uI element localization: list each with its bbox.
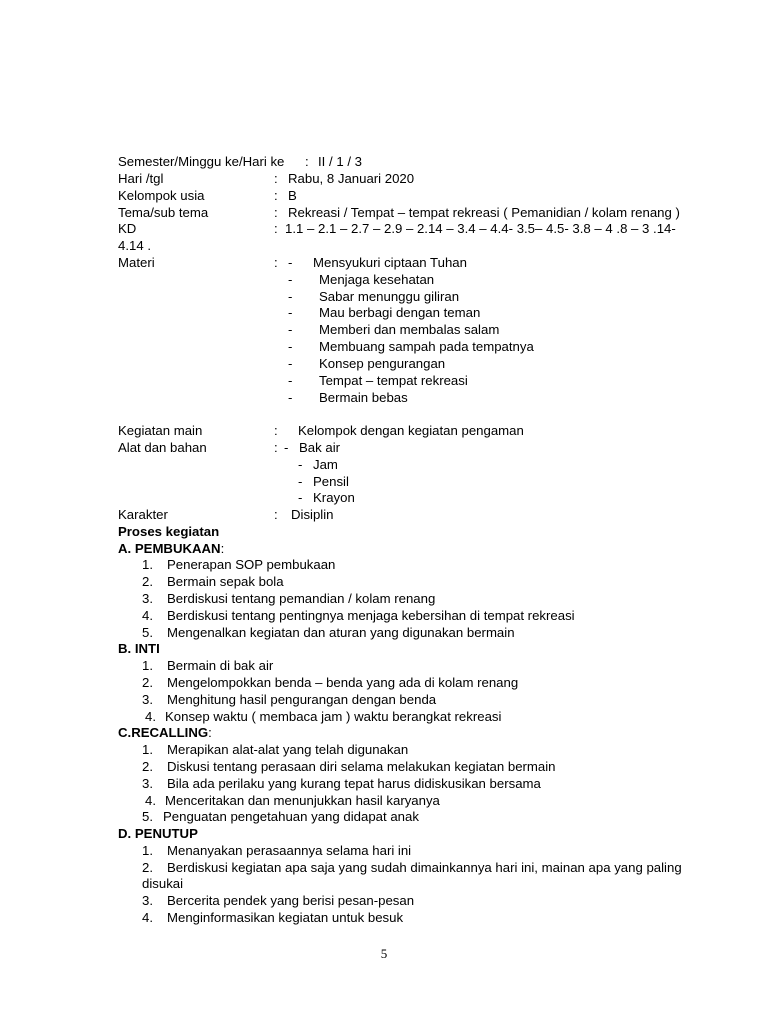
kelompok-label: Kelompok usia	[118, 188, 205, 203]
list-item: Sabar menunggu giliran	[319, 289, 460, 304]
section-title: B. INTI	[118, 641, 160, 656]
list-item: Mau berbagi dengan teman	[319, 305, 481, 320]
list-item: Menceritakan dan menunjukkan hasil karyanya	[165, 793, 440, 808]
alat-label: Alat dan bahan	[118, 440, 207, 455]
list-item-number: 2.	[142, 574, 153, 589]
list-item-dash: -	[298, 490, 303, 505]
kd-separator: :	[274, 221, 278, 236]
list-item-dash: -	[288, 272, 293, 287]
list-item: Tempat – tempat rekreasi	[319, 373, 468, 388]
kegiatan-main-separator: :	[274, 423, 278, 438]
list-item-dash: -	[288, 373, 293, 388]
list-item-number: 4.	[142, 608, 153, 623]
list-item: Bila ada perilaku yang kurang tepat harus didiskusikan bersama	[167, 776, 541, 791]
list-item-number: 1.	[142, 742, 153, 757]
hari-value: Rabu, 8 Januari 2020	[288, 171, 415, 186]
list-item-number: 4.	[145, 793, 156, 808]
list-item-number: 4.	[142, 910, 153, 925]
list-item: Mensyukuri ciptaan Tuhan	[313, 255, 467, 270]
list-item-number: 2.	[142, 759, 153, 774]
list-item: Krayon	[313, 490, 355, 505]
section-title: A. PEMBUKAAN:	[118, 541, 225, 556]
list-item-dash: -	[288, 390, 293, 405]
list-item: Membuang sampah pada tempatnya	[319, 339, 534, 354]
section-title: C.RECALLING:	[118, 725, 212, 740]
list-item-dash: -	[298, 474, 303, 489]
kd-value: 1.1 – 2.1 – 2.7 – 2.9 – 2.14 – 3.4 – 4.4- 3.5– 4.5- 3.8 – 4 .8 – 3 .14-	[285, 221, 676, 236]
list-item: Berdiskusi kegiatan apa saja yang sudah dimainkannya hari ini, mainan apa yang paling	[167, 860, 682, 875]
list-item: Bak air	[299, 440, 341, 455]
list-item: Menanyakan perasaannya selama hari ini	[167, 843, 412, 858]
tema-label: Tema/sub tema	[118, 205, 209, 220]
list-item-number: 3.	[142, 776, 153, 791]
list-item-dash: -	[288, 356, 293, 371]
section-title: D. PENUTUP	[118, 826, 198, 841]
list-item-dash: -	[288, 305, 293, 320]
list-item: Mengelompokkan benda – benda yang ada di kolam renang	[167, 675, 519, 690]
list-item: Konsep waktu ( membaca jam ) waktu berangkat rekreasi	[165, 709, 502, 724]
list-item: Menginformasikan kegiatan untuk besuk	[167, 910, 404, 925]
materi-separator: :	[274, 255, 278, 270]
list-item-dash: -	[288, 322, 293, 337]
karakter-separator: :	[274, 507, 278, 522]
materi-label: Materi	[118, 255, 155, 270]
list-item: Diskusi tentang perasaan diri selama melakukan kegiatan bermain	[167, 759, 556, 774]
kegiatan-main-value: Kelompok dengan kegiatan pengaman	[298, 423, 524, 438]
list-item-number: 3.	[142, 893, 153, 908]
list-item-dash: -	[288, 289, 293, 304]
semester-label: Semester/Minggu ke/Hari ke	[118, 154, 285, 169]
list-item: Bermain di bak air	[167, 658, 274, 673]
list-item: Menjaga kesehatan	[319, 272, 435, 287]
list-item-number: 1.	[142, 843, 153, 858]
list-item: Merapikan alat-alat yang telah digunakan	[167, 742, 409, 757]
tema-separator: :	[274, 205, 278, 220]
kd-value-continued: 4.14 .	[118, 238, 151, 253]
list-item: Bermain sepak bola	[167, 574, 284, 589]
list-item-dash: -	[288, 339, 293, 354]
list-item-number: 1.	[142, 658, 153, 673]
hari-separator: :	[274, 171, 278, 186]
kelompok-separator: :	[274, 188, 278, 203]
list-item-dash: -	[284, 440, 289, 455]
list-item-number: 1.	[142, 557, 153, 572]
list-item: Penerapan SOP pembukaan	[167, 557, 336, 572]
list-item: Konsep pengurangan	[319, 356, 446, 371]
list-item: Memberi dan membalas salam	[319, 322, 500, 337]
list-item-continued: disukai	[142, 876, 184, 891]
tema-value: Rekreasi / Tempat – tempat rekreasi ( Pemanidian / kolam renang )	[288, 205, 680, 220]
list-item-number: 5.	[142, 809, 153, 824]
list-item: Menghitung hasil pengurangan dengan benda	[167, 692, 437, 707]
list-item: Mengenalkan kegiatan dan aturan yang digunakan bermain	[167, 625, 515, 640]
kegiatan-main-label: Kegiatan main	[118, 423, 203, 438]
list-item: Berdiskusi tentang pentingnya menjaga kebersihan di tempat rekreasi	[167, 608, 575, 623]
list-item-number: 4.	[145, 709, 156, 724]
kd-label: KD	[118, 221, 137, 236]
list-item-number: 3.	[142, 591, 153, 606]
page-number: 5	[380, 946, 388, 961]
semester-value: II / 1 / 3	[318, 154, 362, 169]
hari-label: Hari /tgl	[118, 171, 164, 186]
karakter-label: Karakter	[118, 507, 168, 522]
list-item: Bermain bebas	[319, 390, 408, 405]
list-item: Berdiskusi tentang pemandian / kolam renang	[167, 591, 436, 606]
semester-separator: :	[305, 154, 309, 169]
list-item: Bercerita pendek yang berisi pesan-pesan	[167, 893, 415, 908]
proses-title: Proses kegiatan	[118, 524, 220, 539]
list-item: Penguatan pengetahuan yang didapat anak	[163, 809, 419, 824]
alat-separator: :	[274, 440, 278, 455]
list-item-dash: -	[298, 457, 303, 472]
list-item: Jam	[313, 457, 338, 472]
list-item: Pensil	[313, 474, 349, 489]
list-item-number: 2.	[142, 860, 153, 875]
list-item-number: 2.	[142, 675, 153, 690]
list-item-dash: -	[288, 255, 293, 270]
kelompok-value: B	[288, 188, 297, 203]
list-item-number: 3.	[142, 692, 153, 707]
list-item-number: 5.	[142, 625, 153, 640]
karakter-value: Disiplin	[291, 507, 334, 522]
